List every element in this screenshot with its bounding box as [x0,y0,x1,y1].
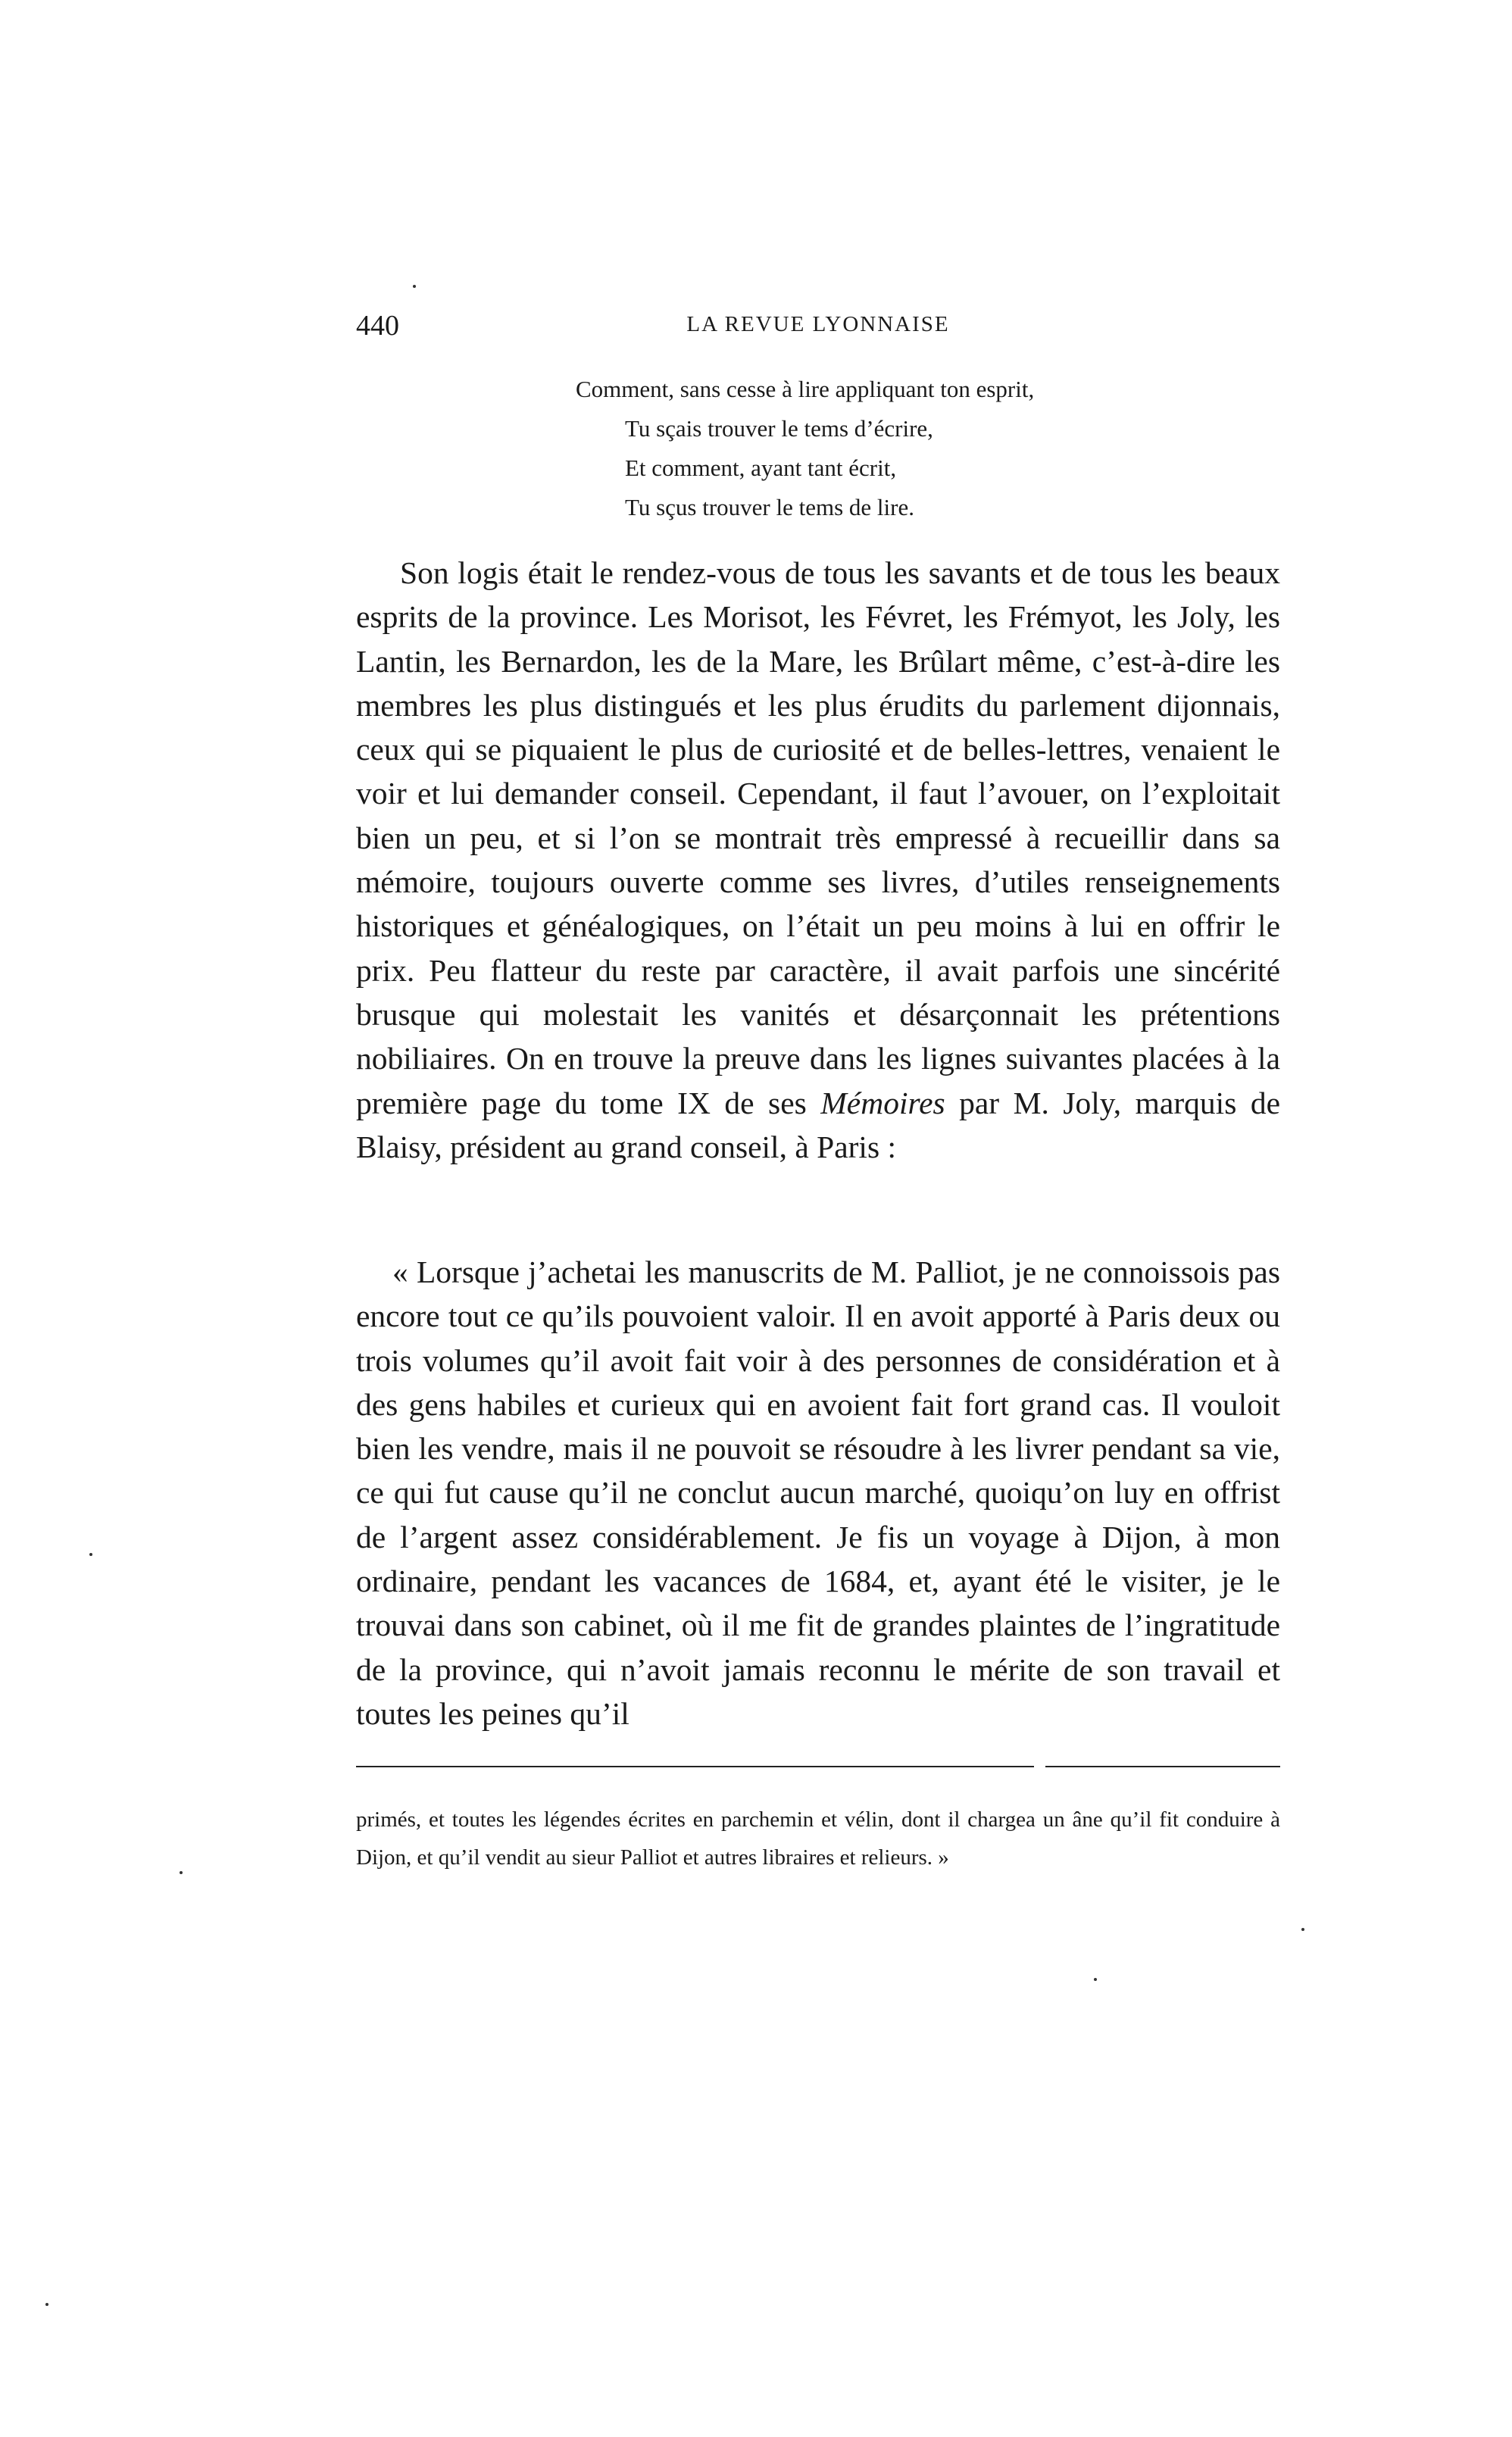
page-header [356,309,1280,347]
footnote: primés, et toutes les légendes écrites en parchemin et vélin, dont il chargea un âne qu’il fit conduire à Dijon, et qu’il vendit au sieur Palliot et autres libraires et relieurs. » [356,1807,1280,1870]
verse-line: Tu sçus trouver le tems de lire. [625,494,914,520]
paragraph-text: par M. Joly, marquis de Blaisy, président au grand conseil, à Paris : [356,1085,1280,1164]
scan-speck [89,1553,92,1556]
scan-speck [1094,1978,1097,1981]
scan-speck [180,1871,183,1874]
page-number: 440 [356,310,399,342]
footnote-separator [356,1766,1280,1769]
running-title: LA REVUE LYONNAISE [686,312,950,336]
quoted-verse [576,370,1257,527]
italic-title: Mémoires [820,1085,945,1120]
verse-line: Tu sçais trouver le tems d’écrire, [625,415,933,442]
body-paragraph-2: « Lorsque j’achetai les manuscrits de M. Palliot, je ne connoissois pas encore tout ce qu’ils pouvoient valoir. Il en avoit apporté à Paris deux ou trois volumes qu’il avoit fait voir à des personnes de considération et à des gens habiles et curieux qui en avoient fait fort grand cas. Il vouloit bien les vendre, mais il ne pouvoit se résoudre à les livrer pendant sa vie, ce qui fut cause qu’il ne conclut aucun marché, quoiqu’on luy en offrist de l’argent assez considérablement. Je fis un voyage à Dijon, à mon ordinaire, pendant les vacances de 1684, et, ayant été le visiter, je le trouvai dans son cabinet, où il me fit de grandes plaintes de l’ingratitude de la province, qui n’avoit jamais reconnu le mérite de son travail et toutes les peines qu’il [356,1254,1280,1731]
paragraph-text: Son logis était le rendez-vous de tous les savants et de tous les beaux esprits de la province. Les Morisot, les Févret, les Frémyot, les Joly, les Lantin, les Bernardon, les de la Mare, les Brûlart même, c’est-à-dire les membres les plus distingués et les plus érudits du parlement dijonnais, ceux qui se piquaient le plus de curiosité et de belles-lettres, venaient le voir et lui demander conseil. Cependant, il faut l’avouer, on l’exploitait bien un peu, et si l’on se montrait très empressé à recueillir dans sa mémoire, toujours ouverte comme ses livres, d’utiles renseignements historiques et généalogiques, on l’était un peu moins à lui en offrir le prix. Peu flatteur du reste par caractère, il avait parfois une sincérité brusque qui molestait les vanités et désarçonnait les prétentions nobiliaires. On en trouve la preuve dans les lignes suivantes placées à la première page du tome IX de ses [356,555,1280,1120]
verse-line: Et comment, ayant tant écrit, [625,455,897,481]
body-paragraph-1 [356,551,1280,1169]
separator-rule [1045,1766,1280,1767]
separator-rule [356,1766,1034,1767]
scan-speck [1301,1928,1304,1931]
scan-speck [45,2303,48,2306]
verse-line: Comment, sans cesse à lire appliquant ton esprit, [576,376,1035,402]
scan-speck [413,285,416,288]
